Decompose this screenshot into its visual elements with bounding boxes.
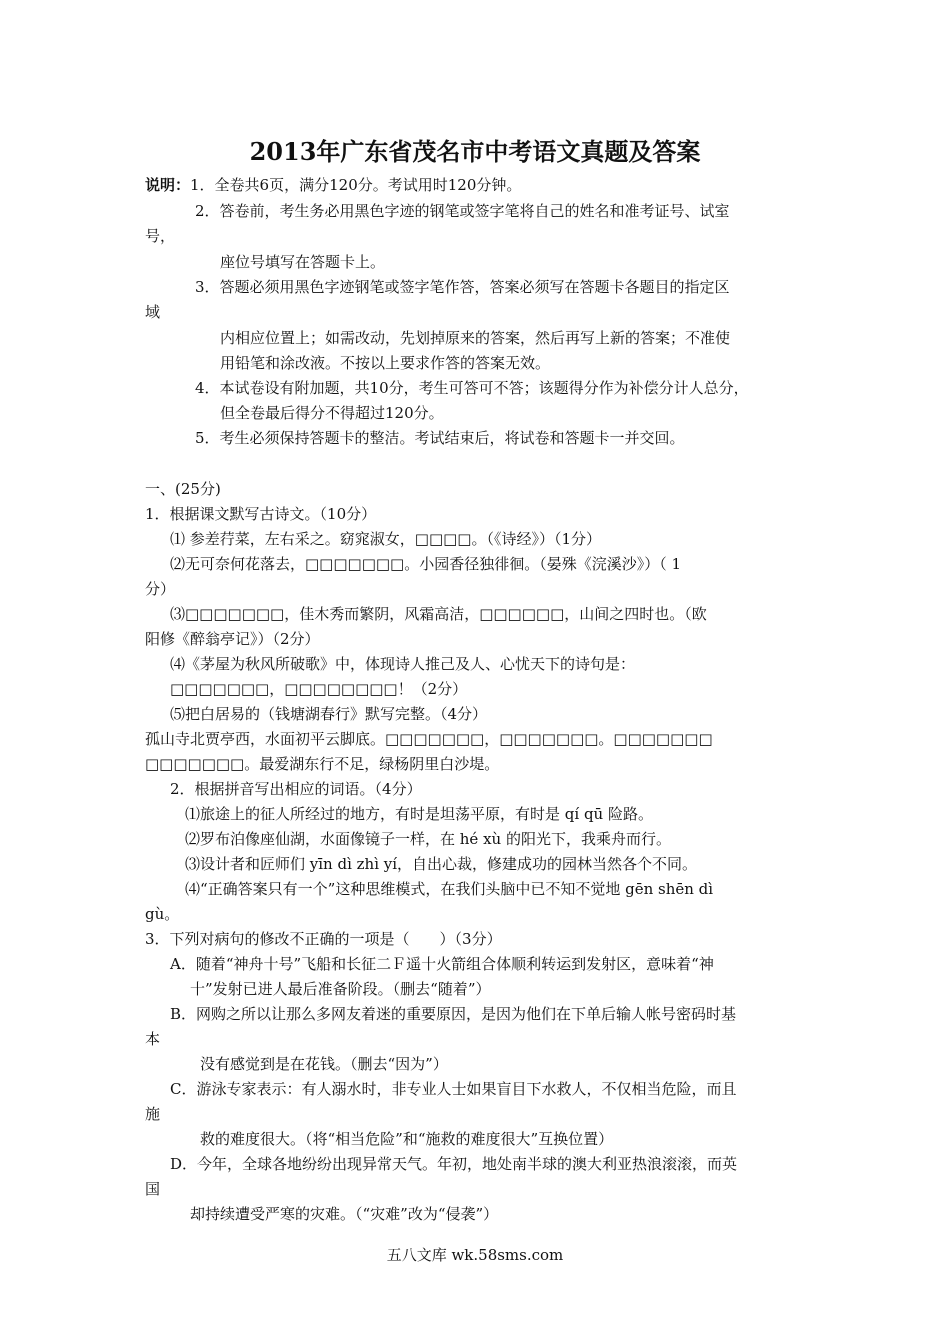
- instruction-line-2-cont: 座位号填写在答题卡上。: [220, 253, 386, 271]
- instructions-label: 说明：: [145, 176, 191, 194]
- q1-line-5-poem: 孤山寺北贾亭西，水面初平云脚底。□□□□□□□，□□□□□□□。□□□□□□□: [145, 730, 713, 748]
- q3-option-b-wrap: 本: [145, 1030, 161, 1048]
- q3-option-a: A．随着“神舟十号”飞船和长征二Ｆ遥十火箭组合体顺利转运到发射区，意味着“神: [170, 955, 714, 973]
- q3-option-c-wrap: 施: [145, 1105, 161, 1123]
- q3-option-b: B．网购之所以让那么多网友着迷的重要原因，是因为他们在下单后输人帐号密码时基: [170, 1005, 737, 1023]
- instruction-line-4: 4．本试卷设有附加题，共10分，考生可答可不答；该题得分作为补偿分计人总分，: [195, 379, 749, 397]
- q1-line-2-wrap: 分）: [145, 580, 176, 598]
- q1-line-1: ⑴ 参差荇菜，左右采之。窈窕淑女，□□□□。（《诗经》）（1分）: [170, 530, 602, 548]
- q1-line-4: ⑷《茅屋为秋风所破歌》中，体现诗人推己及人、心忧天下的诗句是：: [170, 655, 636, 673]
- q3-option-c-cont: 救的难度很大。（将“相当危险”和“施救的难度很大”互换位置）: [200, 1130, 614, 1148]
- page-title: 2013年广东省茂名市中考语文真题及答案: [249, 137, 701, 166]
- instruction-line-3: 3．答题必须用黑色字迹钢笔或签字笔作答，答案必须写在答题卡各题目的指定区: [195, 278, 730, 296]
- q2-line-1: ⑴旅途上的征人所经过的地方，有时是坦荡平原，有时是 qí qū 险路。: [185, 805, 653, 823]
- q1-line-2: ⑵无可奈何花落去，□□□□□□□。小园香径独徘徊。（晏殊《浣溪沙》）（ 1: [170, 555, 682, 573]
- q2-line-3: ⑶设计者和匠师们 yīn dì zhì yí，自出心裁，修建成功的园林当然各个不同。: [185, 855, 698, 873]
- question-1-stem: 1．根据课文默写古诗文。（10分）: [145, 505, 377, 523]
- instruction-line-4-cont: 但全卷最后得分不得超过120分。: [220, 404, 444, 422]
- instruction-line-1: 说明：1．全卷共6页，满分120分。考试用时120分钟。: [145, 176, 522, 194]
- q3-option-a-cont: 十”发射已进人最后准备阶段。（删去“随着”）: [190, 980, 491, 998]
- instruction-line-5: 5．考生必须保持答题卡的整洁。考试结束后，将试卷和答题卡一并交回。: [195, 429, 685, 447]
- q3-option-d: D．今年，全球各地纷纷出现异常天气。年初，地处南半球的澳大利亚热浪滚滚，而英: [170, 1155, 738, 1173]
- instruction-line-2-wrap: 号，: [145, 227, 176, 245]
- q1-line-3-wrap: 阳修《醉翁亭记》）（2分）: [145, 630, 320, 648]
- instruction-line-3-cont2: 用铅笔和涂改液。不按以上要求作答的答案无效。: [220, 354, 551, 372]
- instruction-line-3-wrap: 域: [145, 303, 161, 321]
- q1-line-4-blanks: □□□□□□□，□□□□□□□□！（2分）: [170, 680, 468, 698]
- q3-option-d-cont: 却持续遭受严寒的灾难。（“灾难”改为“侵袭”）: [190, 1205, 499, 1223]
- instruction-line-3-cont: 内相应位置上；如需改动，先划掉原来的答案，然后再写上新的答案；不准使: [220, 329, 731, 347]
- q1-line-3: ⑶□□□□□□□，佳木秀而繁阴，风霜高洁，□□□□□□，山间之四时也。（欧: [170, 605, 707, 623]
- section-heading: 一、(25分): [145, 480, 221, 498]
- q3-option-c: C．游泳专家表示：有人溺水时，非专业人士如果盲目下水救人，不仅相当危险，而且: [170, 1080, 737, 1098]
- q2-line-4: ⑷“正确答案只有一个”这种思维模式，在我们头脑中已不知不觉地 gēn shēn dì: [185, 880, 714, 898]
- question-3-stem: 3．下列对病句的修改不正确的一项是（ ）（3分）: [145, 930, 502, 948]
- instruction-line-2: 2．答卷前，考生务必用黑色字迹的钢笔或签字笔将自己的姓名和准考证号、试室: [195, 202, 730, 220]
- question-2-stem: 2．根据拼音写出相应的词语。（4分）: [170, 780, 422, 798]
- footer-watermark: 五八文库 wk.58sms.com: [386, 1246, 564, 1264]
- q3-option-b-cont: 没有感觉到是在花钱。（删去“因为”）: [200, 1055, 448, 1073]
- q3-option-d-wrap: 国: [145, 1180, 161, 1198]
- q1-line-5-poem-cont: □□□□□□□。最爱湖东行不足，绿杨阴里白沙堤。: [145, 755, 500, 773]
- q2-line-2: ⑵罗布泊像座仙湖，水面像镜子一样，在 hé xù 的阳光下，我乘舟而行。: [185, 830, 671, 848]
- q2-line-4-wrap: gù。: [145, 905, 180, 923]
- q1-line-5: ⑸把白居易的（钱塘湖春行》默写完整。（4分）: [170, 705, 488, 723]
